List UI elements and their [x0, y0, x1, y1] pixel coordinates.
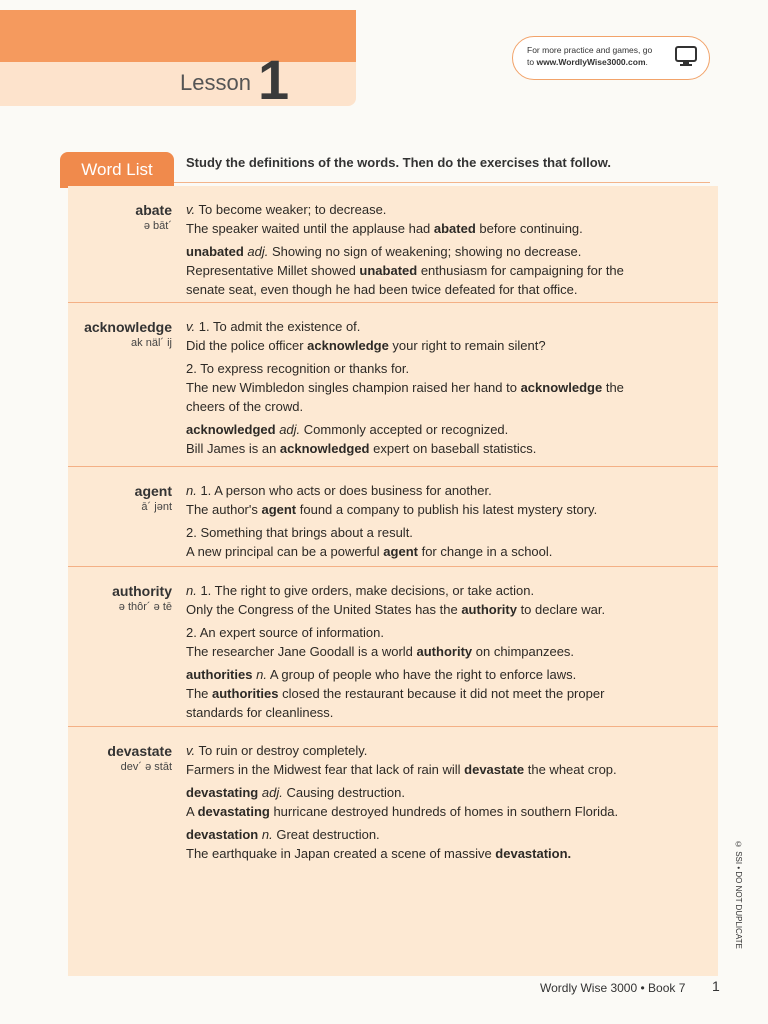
text-segment: A new principal can be a powerful — [186, 544, 384, 559]
text-segment: before continuing. — [475, 221, 583, 236]
bold-term: devastate — [464, 762, 525, 777]
definition-line — [186, 825, 706, 844]
definition-line — [186, 581, 706, 600]
entry-authority — [68, 566, 718, 720]
definition-line — [186, 378, 706, 397]
definition-line — [186, 642, 706, 661]
text-segment: hurricane destroyed hundreds of homes in southern Florida. — [269, 804, 619, 819]
bold-term: devastation — [186, 827, 259, 842]
part-of-speech: adj. — [261, 785, 283, 800]
text-segment: 2. An expert source of information. — [186, 625, 384, 640]
text-segment: your right to remain silent? — [388, 338, 546, 353]
monitor-icon — [673, 43, 699, 69]
text-segment: on chimpanzees. — [472, 644, 575, 659]
definition-line — [186, 359, 706, 378]
bold-term: authority — [416, 644, 473, 659]
headword-text: acknowledge — [84, 319, 172, 335]
text-segment: closed the restaurant because it did not meet the proper — [278, 686, 605, 701]
definition-block — [186, 242, 706, 299]
definitions — [186, 581, 706, 726]
practice-line-2-pre: to — [527, 57, 537, 67]
text-segment: Great destruction. — [272, 827, 380, 842]
definition-block — [186, 783, 706, 821]
bold-term: agent — [383, 544, 418, 559]
definition-line — [186, 542, 706, 561]
text-segment: 1. A person who acts or does business for another. — [196, 483, 492, 498]
definitions — [186, 200, 706, 303]
lesson-banner-stripe — [0, 10, 356, 62]
definition-line — [186, 261, 706, 280]
definition-line — [186, 760, 706, 779]
text-segment: To become weaker; to decrease. — [195, 202, 387, 217]
text-segment: found a company to publish his latest mystery story. — [296, 502, 598, 517]
definition-line — [186, 317, 706, 336]
definitions — [186, 317, 706, 462]
text-segment: enthusiasm for campaigning for the — [417, 263, 624, 278]
text-segment: for change in a school. — [417, 544, 553, 559]
bold-term: acknowledge — [307, 338, 389, 353]
text-segment: The speaker waited until the applause had — [186, 221, 434, 236]
headword — [107, 743, 172, 773]
definition-block — [186, 581, 706, 619]
definition-line — [186, 242, 706, 261]
text-segment: expert on baseball statistics. — [369, 441, 537, 456]
definition-block — [186, 825, 706, 863]
text-segment: The author's — [186, 502, 262, 517]
text-segment: the — [602, 380, 624, 395]
definition-line — [186, 280, 706, 299]
entry-agent — [68, 466, 718, 567]
pronunciation: dev´ ə stāt — [120, 761, 172, 773]
entry-acknowledge — [68, 302, 718, 455]
text-segment: 1. To admit the existence of. — [195, 319, 361, 334]
definition-block — [186, 523, 706, 561]
definition-line — [186, 481, 706, 500]
definition-block — [186, 665, 706, 722]
definition-line — [186, 623, 706, 642]
headword-text: devastate — [107, 743, 172, 759]
text-segment: Commonly accepted or recognized. — [300, 422, 509, 437]
text-segment: 2. Something that brings about a result. — [186, 525, 413, 540]
headword-text: authority — [112, 583, 172, 599]
practice-link[interactable]: www.WordlyWise3000.com — [536, 57, 646, 67]
bold-term: acknowledged — [279, 441, 370, 456]
definition-block — [186, 317, 706, 355]
definition-block — [186, 623, 706, 661]
definition-line — [186, 844, 706, 863]
definition-line — [186, 397, 706, 416]
text-segment: The new Wimbledon singles champion raised her hand to — [186, 380, 521, 395]
text-segment: Only the Congress of the United States has the — [186, 602, 462, 617]
text-segment: To ruin or destroy completely. — [195, 743, 368, 758]
definition-line — [186, 200, 706, 219]
definition-block — [186, 420, 706, 458]
part-of-speech: v. — [186, 743, 196, 758]
bold-term: acknowledged — [186, 422, 276, 437]
instructions: Study the definitions of the words. Then do the exercises that follow. — [186, 155, 611, 170]
instructions-rule — [174, 182, 710, 183]
text-segment: Bill James is an — [186, 441, 280, 456]
definition-line — [186, 439, 706, 458]
part-of-speech: n. — [256, 667, 267, 682]
definition-line — [186, 665, 706, 684]
definition-line — [186, 600, 706, 619]
text-segment: 2. To express recognition or thanks for. — [186, 361, 410, 376]
pronunciation: ā´ jənt — [141, 501, 172, 513]
definition-line — [186, 500, 706, 519]
headword-text: agent — [134, 483, 172, 499]
page-number: 1 — [712, 978, 720, 994]
definition-line — [186, 783, 706, 802]
pronunciation: ə thôr´ ə tē — [118, 601, 172, 613]
text-segment: senate seat, even though he had been twice defeated for that office. — [186, 282, 578, 297]
headword — [112, 583, 172, 613]
practice-line-2-post: . — [645, 57, 648, 67]
text-segment: 1. The right to give orders, make decisions, or take action. — [196, 583, 535, 598]
definitions — [186, 481, 706, 565]
practice-callout[interactable] — [512, 36, 710, 80]
text-segment: Did the police officer — [186, 338, 308, 353]
definitions — [186, 741, 706, 867]
text-segment: The researcher Jane Goodall is a world — [186, 644, 417, 659]
definition-line — [186, 420, 706, 439]
text-segment: to declare war. — [516, 602, 606, 617]
definition-line — [186, 523, 706, 542]
part-of-speech: n. — [261, 827, 273, 842]
word-list-sheet — [68, 186, 718, 976]
bold-term: authorities — [186, 667, 253, 682]
copyright-notice: © SSI • DO NOT DUPLICATE — [734, 840, 743, 949]
practice-text — [527, 44, 663, 68]
part-of-speech: v. — [186, 319, 196, 334]
pronunciation: ə bāt´ — [143, 220, 172, 232]
part-of-speech: adj. — [247, 244, 269, 259]
definition-block — [186, 741, 706, 779]
part-of-speech: adj. — [279, 422, 301, 437]
definition-block — [186, 359, 706, 416]
text-segment: cheers of the crowd. — [186, 399, 304, 414]
part-of-speech: v. — [186, 202, 196, 217]
definition-line — [186, 802, 706, 821]
bold-term: authority — [461, 602, 517, 617]
definition-line — [186, 741, 706, 760]
definition-line — [186, 336, 706, 355]
bold-term: unabated — [359, 263, 418, 278]
bold-term: devastating — [197, 804, 270, 819]
text-segment: Causing destruction. — [282, 785, 405, 800]
bold-term: devastating — [186, 785, 259, 800]
entry-devastate — [68, 726, 718, 927]
text-segment: Farmers in the Midwest fear that lack of rain will — [186, 762, 465, 777]
text-segment: The — [186, 686, 213, 701]
footer-book-title: Wordly Wise 3000 • Book 7 — [540, 981, 686, 995]
entry-abate — [68, 186, 718, 302]
lesson-number: 1 — [258, 48, 290, 111]
definition-line — [186, 684, 706, 703]
bold-term: agent — [261, 502, 297, 517]
text-segment: The earthquake in Japan created a scene of massive — [186, 846, 496, 861]
text-segment: standards for cleanliness. — [186, 705, 334, 720]
definition-line — [186, 703, 706, 722]
text-segment: A — [186, 804, 198, 819]
text-segment: Representative Millet showed — [186, 263, 360, 278]
bold-term: authorities — [212, 686, 279, 701]
lesson-label: Lesson — [180, 70, 251, 95]
text-segment: Showing no sign of weakening; showing no decrease. — [268, 244, 582, 259]
lesson-banner — [0, 10, 356, 111]
definition-block — [186, 200, 706, 238]
text-segment: the wheat crop. — [524, 762, 617, 777]
text-segment: A group of people who have the right to enforce laws. — [266, 667, 577, 682]
practice-line-1: For more practice and games, go — [527, 45, 653, 55]
part-of-speech: n. — [186, 483, 197, 498]
part-of-speech: n. — [186, 583, 197, 598]
headword — [135, 483, 172, 513]
bold-term: acknowledge — [520, 380, 603, 395]
headword-text: abate — [135, 202, 172, 218]
word-list-tab: Word List — [60, 152, 174, 188]
pronunciation: ak näl´ ij — [131, 337, 172, 349]
definition-line — [186, 219, 706, 238]
headword — [135, 202, 172, 232]
headword — [84, 319, 172, 349]
bold-term: devastation. — [495, 846, 572, 861]
definition-block — [186, 481, 706, 519]
bold-term: abated — [433, 221, 476, 236]
bold-term: unabated — [186, 244, 244, 259]
